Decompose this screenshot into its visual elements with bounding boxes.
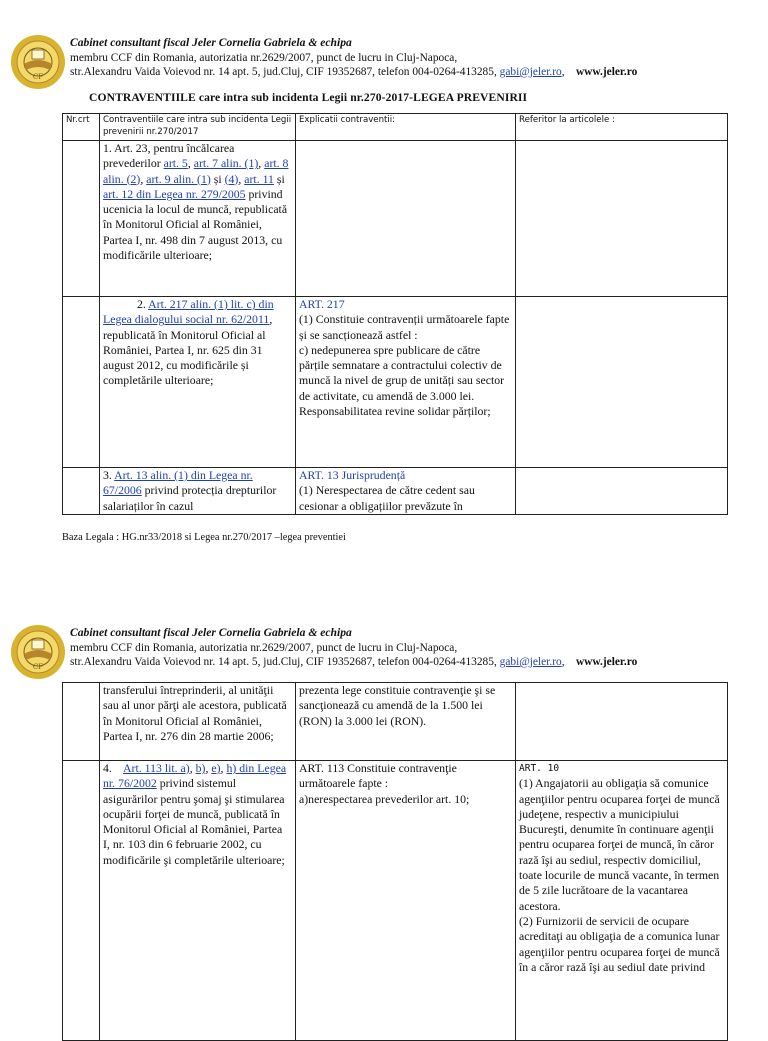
table-row-3-continued	[63, 683, 728, 761]
row2-exp-heading: ART. 217	[299, 297, 345, 311]
row1-text: și	[210, 171, 225, 186]
header-contraventii: Contraventiile care intra sub incidenta Legii prevenirii nr.270/2017	[100, 114, 296, 141]
link-art-8-alin-2[interactable]: art. 8 alin. (2)	[103, 156, 289, 186]
table-row-4	[63, 761, 728, 1041]
row3-referitor	[516, 468, 728, 515]
link-art-11[interactable]: art. 11	[244, 171, 274, 186]
row3-explicatii	[296, 468, 516, 515]
svg-text:CF: CF	[32, 663, 44, 671]
letterhead-page1	[10, 34, 760, 96]
link-art-9-alin-1[interactable]: art. 9 alin. (1)	[146, 171, 211, 186]
row3-text: privind protecția drepturilor salariaților în cazul	[103, 483, 277, 513]
row2-nr	[63, 297, 100, 468]
row3-text: 3.	[103, 468, 115, 482]
header-explicatii: Explicatii contraventii:	[296, 114, 516, 141]
letterhead-text	[70, 626, 760, 670]
row1-nr	[63, 141, 100, 297]
email-link[interactable]: gabi@jeler.ro	[499, 656, 562, 668]
row2-text: , republicată în Monitorul Oficial al României, Partea I, nr. 625 din 31 august 2012, cu modificările și completările ulterioare;	[103, 312, 273, 388]
row3c-contraventie: transferului întreprinderii, al unităţii sau al unor părţi ale acestora, publicată în Monitorul Oficial al României, Partea I, nr. 276 din 28 martie 2006;	[100, 683, 296, 761]
row2-exp-body: (1) Constituie contravenții următoarele fapte și se sancționează astfel : c) nedepunerea spre publicare de către părțile semnatare a contractului colectiv de muncă la nivel de grup de unități sau sector de activitate, cu amendă de 3.000 lei. Responsabilitatea revine solidar părților;	[299, 312, 510, 419]
row1-contraventie	[100, 141, 296, 297]
link-lit-b[interactable]: b)	[195, 761, 206, 775]
row1-text: ,	[187, 156, 194, 171]
table-row-3	[63, 468, 728, 515]
row4-ref-heading: ART. 10	[519, 763, 560, 774]
website-text: www.jeler.ro	[575, 656, 638, 668]
firm-name: Cabinet consultant fiscal Jeler Cornelia Gabriela & echipa	[70, 36, 352, 49]
row4-text: ,	[189, 761, 196, 775]
link-art-12-legea-279-2005[interactable]: art. 12 din Legea nr. 279/2005	[103, 186, 246, 201]
contraventii-table	[62, 113, 728, 515]
letterhead-page2	[10, 624, 760, 686]
link-art-7-alin-1[interactable]: art. 7 alin. (1)	[193, 156, 259, 171]
row4-nr	[63, 761, 100, 1041]
table-header-row	[63, 114, 728, 141]
cabinet-seal-logo	[10, 624, 66, 680]
row4-explicatii: ART. 113 Constituie contravenţie următoarele fapte : a)nerespectarea prevederilor art. 10;	[296, 761, 516, 1041]
row4-contraventie	[100, 761, 296, 1041]
header-referitor: Referitor la articolele :	[516, 114, 728, 141]
row1-text: ,	[140, 171, 147, 186]
firm-name: Cabinet consultant fiscal Jeler Cornelia Gabriela & echipa	[70, 626, 352, 639]
baza-legala-footnote: Baza Legala : HG.nr33/2018 si Legea nr.270/2017 –legea preventiei	[62, 532, 346, 543]
membership-line: membru CCF din Romania, autorizatia nr.2629/2007, punct de lucru in Cluj-Napoca,	[70, 641, 458, 654]
row3-exp-heading: ART. 13 Jurisprudență	[299, 468, 406, 482]
link-art-217-legea-62-2011[interactable]: Art. 217 alin. (1) lit. c) din Legea dialogului social nr. 62/2011	[103, 297, 274, 327]
row3c-explicatii: prezenta lege constituie contravenţie şi se sancţionează cu amendă de la 1.500 lei (RON) la 3.000 lei (RON).	[296, 683, 516, 761]
link-lit-h-legea-76-2002[interactable]: h) din Legea nr. 76/2002	[103, 761, 287, 791]
link-art-113-lit-a[interactable]: Art. 113 lit. a)	[123, 761, 190, 775]
link-alin-4[interactable]: (4)	[224, 171, 239, 186]
row2-text: 2.	[137, 297, 149, 311]
email-link[interactable]: gabi@jeler.ro	[499, 66, 562, 78]
row4-ref-body: (1) Angajatorii au obligaţia să comunice agenţiilor pentru ocuparea forţei de muncă judeţene, respectiv a municipiului Bucureşti, denumite în continuare agenţii pentru ocuparea forţei de muncă, în căror rază îşi au sediul, respectiv domiciliul, toate locurile de muncă vacante, în termen de 5 zile lucrătoare de la vacantarea acestora. (2) Furnizorii de servicii de ocupare acreditaţi au obligaţia de a comunica lunar agenţiilor pentru ocuparea forţei de muncă în a căror rază îşi au sediul date privind	[519, 776, 720, 974]
row4-referitor	[516, 761, 728, 1041]
row1-text: ,	[238, 171, 245, 186]
letterhead-text	[70, 36, 760, 80]
row3c-nr	[63, 683, 100, 761]
table-row-1	[63, 141, 728, 297]
table-row-2	[63, 297, 728, 468]
cabinet-seal-logo	[10, 34, 66, 90]
row3-contraventie	[100, 468, 296, 515]
svg-text:CF: CF	[32, 73, 44, 81]
contraventii-table-continued	[62, 682, 728, 1041]
row1-text: ,	[258, 156, 265, 171]
row1-text: privind ucenicia la locul de muncă, republicată în Monitorul Oficial al României, Partea I, nr. 498 din 7 august 2013, cu modificările ulterioare;	[103, 186, 288, 263]
row2-referitor	[516, 297, 728, 468]
address-line: str.Alexandru Vaida Voievod nr. 14 apt. 5, jud.Cluj, CIF 19352687, telefon 004-0264-413285, gabi@jeler.ro, www.jeler.ro	[70, 656, 638, 668]
address-text: str.Alexandru Vaida Voievod nr. 14 apt. 5, jud.Cluj, CIF 19352687, telefon 004-0264-413285,	[70, 66, 500, 78]
membership-line: membru CCF din Romania, autorizatia nr.2629/2007, punct de lucru in Cluj-Napoca,	[70, 51, 458, 64]
link-lit-e[interactable]: e)	[211, 761, 221, 775]
address-line: str.Alexandru Vaida Voievod nr. 14 apt. 5, jud.Cluj, CIF 19352687, telefon 004-0264-413285, gabi@jeler.ro, www.jeler.ro	[70, 66, 638, 78]
link-art-13-legea-67-2006[interactable]: Art. 13 alin. (1) din Legea nr. 67/2006	[103, 468, 253, 498]
row4-text: ,	[220, 761, 227, 775]
row3-exp-body: (1) Nerespectarea de către cedent sau cesionar a obligațiilor prevăzute în	[299, 483, 475, 513]
header-nr: Nr.crt	[63, 114, 100, 141]
row1-text: 1. Art. 23, pentru încălcarea prevederilor	[103, 141, 235, 171]
row1-referitor	[516, 141, 728, 297]
row4-text: privind sistemul asigurărilor pentru şomaj şi stimularea ocupării forţei de muncă, publicată în Monitorul Oficial al României, Partea I, nr. 103 din 6 februarie 2002, cu modificările şi completările ulterioare;	[103, 776, 285, 867]
link-art-5[interactable]: art. 5	[163, 156, 188, 171]
address-text: str.Alexandru Vaida Voievod nr. 14 apt. 5, jud.Cluj, CIF 19352687, telefon 004-0264-413285,	[70, 656, 500, 668]
row2-contraventie	[100, 297, 296, 468]
row1-text: și	[273, 171, 285, 186]
row3-nr	[63, 468, 100, 515]
document-title: CONTRAVENTIILE care intra sub incidenta Legii nr.270-2017-LEGEA PREVENIRII	[89, 91, 528, 104]
website-text: www.jeler.ro	[575, 66, 638, 78]
row3c-referitor	[516, 683, 728, 761]
row4-text: ,	[205, 761, 212, 775]
row2-explicatii	[296, 297, 516, 468]
row4-text: 4.	[103, 761, 123, 775]
row1-explicatii	[296, 141, 516, 297]
